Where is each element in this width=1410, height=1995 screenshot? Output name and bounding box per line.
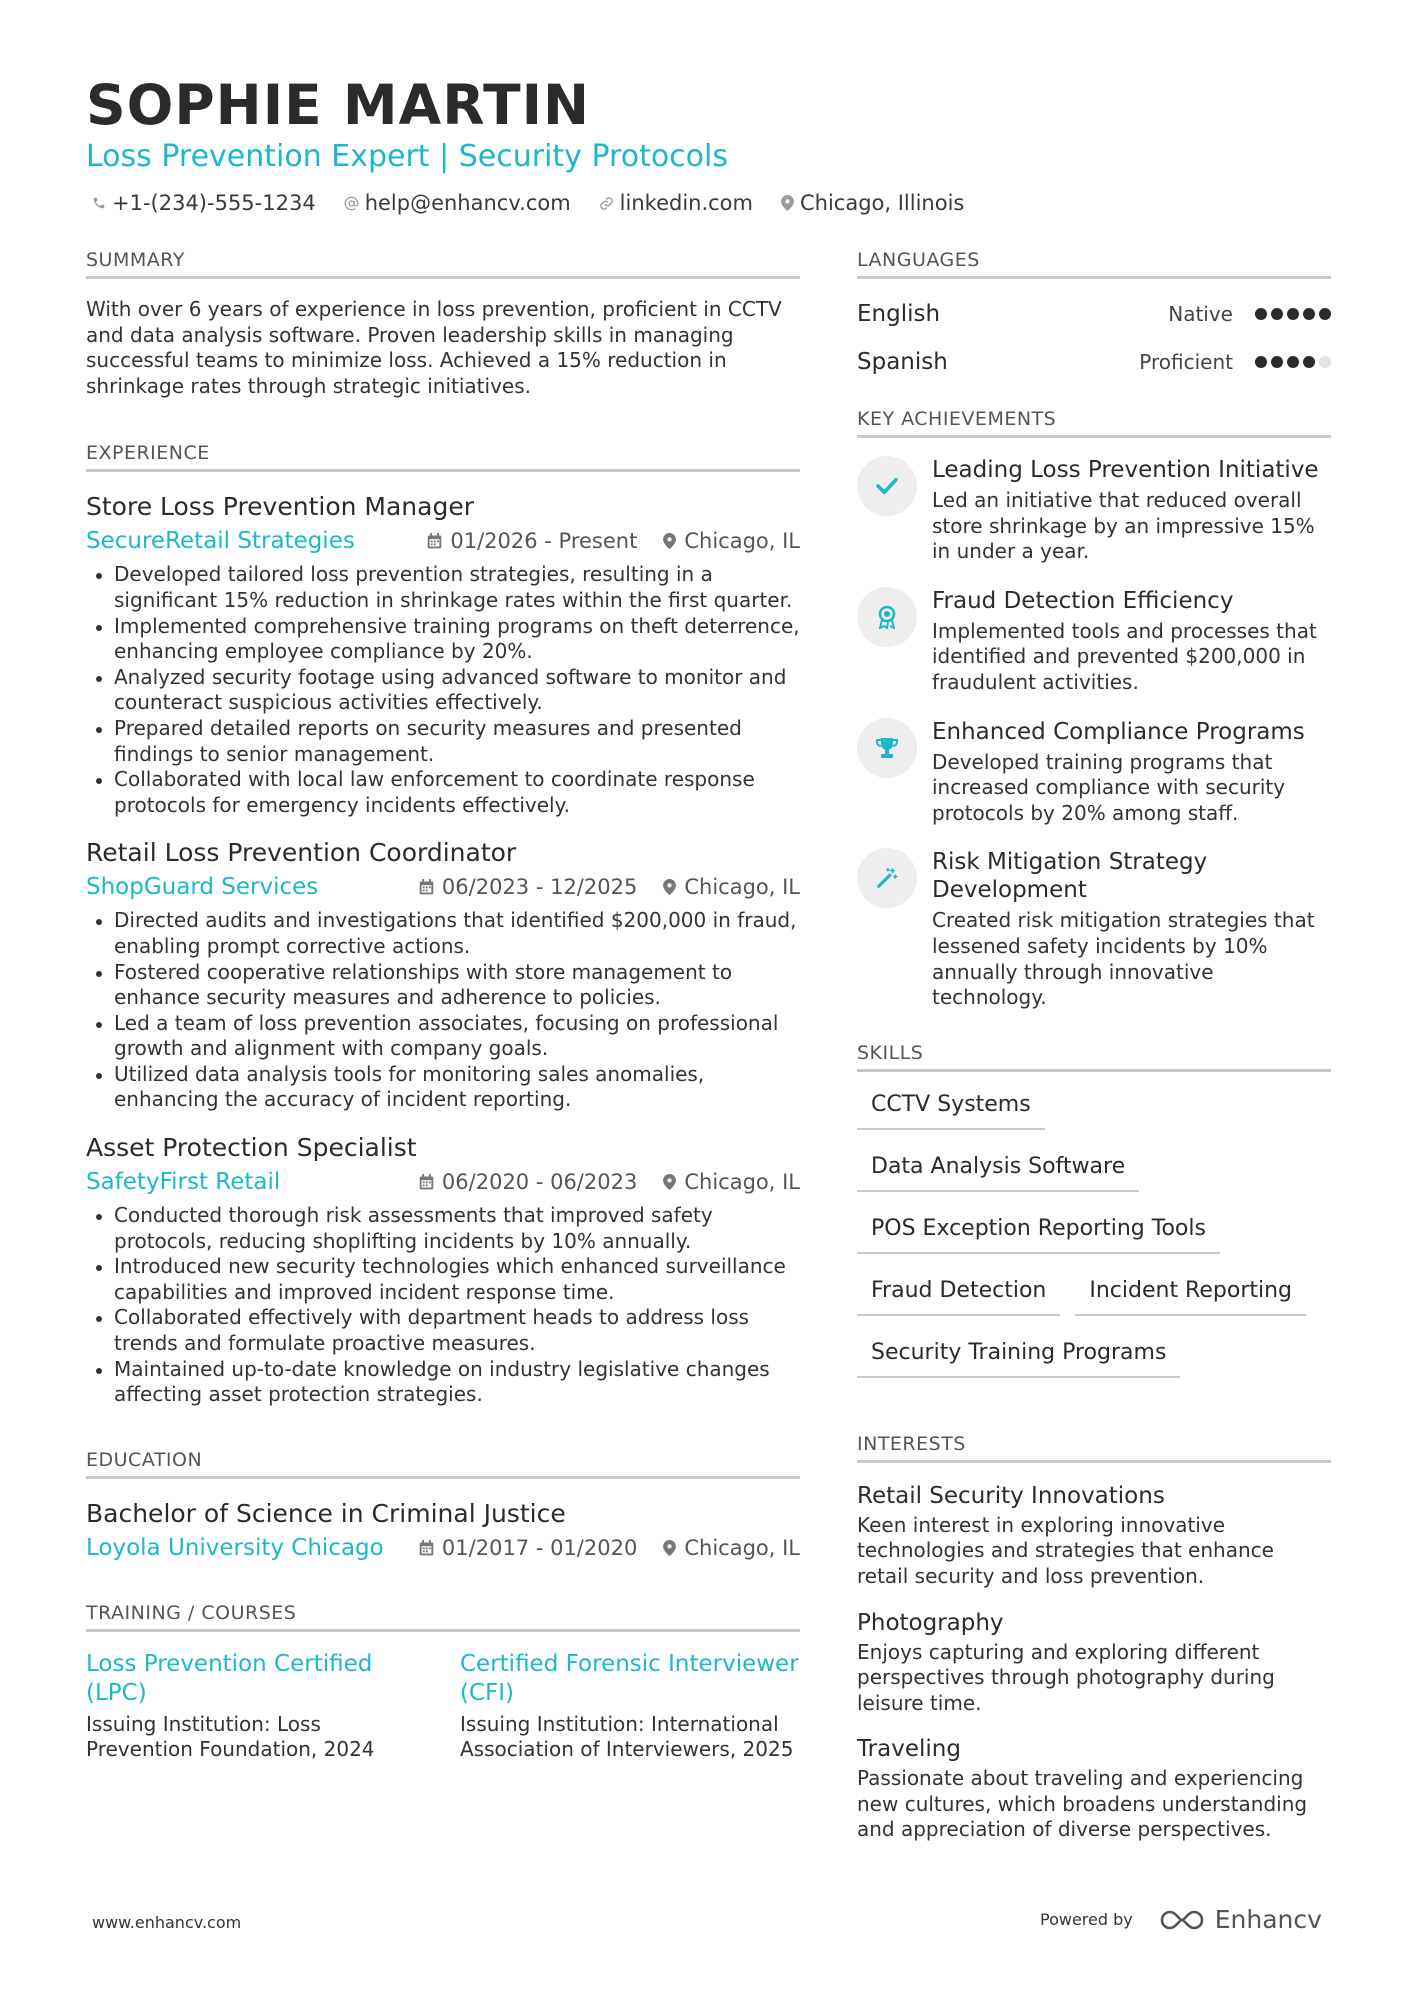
job-entry xyxy=(86,1131,800,1408)
section-title: EDUCATION xyxy=(86,1446,800,1479)
degree-title: Bachelor of Science in Criminal Justice xyxy=(86,1498,566,1528)
rating-dot xyxy=(1287,308,1299,320)
bullet-item: Conducted thorough risk assessments that improved safety protocols, reducing shoplifting incidents by 10% annually. xyxy=(86,1203,800,1254)
achievement-title: Risk Mitigation Strategy Development xyxy=(932,849,1208,904)
rating-dot xyxy=(1287,356,1299,368)
award-icon xyxy=(877,605,897,629)
section-title: INTERESTS xyxy=(857,1430,1331,1463)
interest-text: Enjoys capturing and exploring different perspectives through photography during leisure time. xyxy=(857,1639,1275,1715)
email-text: help@enhancv.com xyxy=(364,191,571,215)
footer-website[interactable]: www.enhancv.com xyxy=(92,1913,242,1932)
powered-by-text: Powered by xyxy=(1040,1910,1133,1929)
section-title: SUMMARY xyxy=(86,246,800,279)
job-location: Chicago, IL xyxy=(684,875,800,900)
contact-phone[interactable] xyxy=(92,188,316,218)
language-row xyxy=(857,345,1331,379)
school-name: Loyola University Chicago xyxy=(86,1534,384,1561)
course-list xyxy=(86,1650,800,1763)
interest-item xyxy=(857,1608,1331,1717)
bullet-item: Developed tailored loss prevention strategies, resulting in a significant 15% reduction in shrinkage rates within the first quarter. xyxy=(86,562,800,613)
job-dates: 06/2023 - 12/2025 xyxy=(441,875,638,900)
bullet-item: Maintained up-to-date knowledge on industry legislative changes affecting asset protection strategies. xyxy=(86,1357,800,1408)
skill-tag: POS Exception Reporting Tools xyxy=(857,1208,1220,1254)
rating-dot xyxy=(1255,308,1267,320)
candidate-name: SOPHIE MARTIN xyxy=(86,73,591,137)
achievement-text: Created risk mitigation strategies that lessened safety incidents by 10% annually through innovative technology. xyxy=(932,908,1315,1010)
course-detail: Issuing Institution: International Association of Interviewers, 2025 xyxy=(460,1711,794,1762)
right-column xyxy=(857,246,1331,1883)
interest-item xyxy=(857,1481,1331,1590)
checkmark-icon xyxy=(876,477,898,495)
location-icon xyxy=(663,879,676,895)
job-company: ShopGuard Services xyxy=(86,874,319,901)
job-dates: 01/2026 - Present xyxy=(450,529,638,554)
achievement-title: Enhanced Compliance Programs xyxy=(932,718,1305,745)
location-icon xyxy=(663,1174,676,1190)
education-dates: 01/2017 - 01/2020 xyxy=(441,1535,638,1560)
rating-dot xyxy=(1319,356,1331,368)
interest-title: Traveling xyxy=(857,1736,961,1763)
course-item xyxy=(460,1650,800,1763)
linkedin-text: linkedin.com xyxy=(619,191,753,215)
footer-branding xyxy=(1040,1905,1322,1934)
job-bullets xyxy=(86,1203,800,1408)
bullet-item: Prepared detailed reports on security measures and presented findings to senior management. xyxy=(86,716,800,767)
summary-section xyxy=(86,246,800,399)
phone-icon xyxy=(92,196,106,210)
interests-section xyxy=(857,1430,1331,1843)
bullet-item: Directed audits and investigations that identified $200,000 in fraud, enabling prompt corrective actions. xyxy=(86,908,800,959)
job-bullets xyxy=(86,562,800,818)
skills-section xyxy=(857,1039,1331,1394)
interest-title: Photography xyxy=(857,1609,1004,1636)
achievement-text: Developed training programs that increased compliance with security protocols by 20% among staff. xyxy=(932,749,1286,825)
skill-tag: Fraud Detection xyxy=(857,1270,1060,1316)
education-section xyxy=(86,1446,800,1563)
rating-dot xyxy=(1303,356,1315,368)
languages-section xyxy=(857,246,1331,379)
achievement-title: Fraud Detection Efficiency xyxy=(932,587,1234,614)
calendar-icon xyxy=(427,533,442,549)
contact-email[interactable] xyxy=(344,188,571,218)
job-location: Chicago, IL xyxy=(684,1170,800,1195)
rating-dot xyxy=(1303,308,1315,320)
calendar-icon xyxy=(419,1540,434,1556)
job-meta xyxy=(86,872,800,902)
skills-list xyxy=(857,1084,1331,1394)
location-icon xyxy=(781,195,794,211)
achievement-item xyxy=(857,848,1331,1010)
skill-tag: Security Training Programs xyxy=(857,1332,1180,1378)
bullet-item: Fostered cooperative relationships with store management to enhance security measures and adherence to policies. xyxy=(86,960,800,1011)
calendar-icon xyxy=(419,879,434,895)
rating-dot xyxy=(1271,308,1283,320)
section-title: TRAINING / COURSES xyxy=(86,1599,800,1632)
summary-text: With over 6 years of experience in loss prevention, proficient in CCTV and data analysis software. Proven leadership skills in managing successful teams to minimize loss. Achieved a 15% reduction in shrinkage rates through strategic initiatives. xyxy=(86,297,782,398)
achievement-item xyxy=(857,718,1331,827)
job-company: SafetyFirst Retail xyxy=(86,1169,281,1196)
location-icon xyxy=(663,1540,676,1556)
enhancv-logo-icon xyxy=(1159,1908,1205,1932)
rating-dot xyxy=(1319,308,1331,320)
left-column xyxy=(86,246,800,1803)
section-title: LANGUAGES xyxy=(857,246,1331,279)
job-entry xyxy=(86,836,800,1113)
job-entry xyxy=(86,490,800,818)
calendar-icon xyxy=(419,1174,434,1190)
bullet-item: Collaborated effectively with department heads to address loss trends and formulate proactive measures. xyxy=(86,1305,800,1356)
language-level: Proficient xyxy=(1139,350,1233,374)
interest-title: Retail Security Innovations xyxy=(857,1482,1165,1509)
achievement-item xyxy=(857,587,1331,696)
bullet-item: Collaborated with local law enforcement to coordinate response protocols for emergency incidents effectively. xyxy=(86,767,800,818)
skill-tag: Incident Reporting xyxy=(1075,1270,1306,1316)
contact-location xyxy=(781,188,964,218)
bullet-item: Utilized data analysis tools for monitoring sales anomalies, enhancing the accuracy of incident reporting. xyxy=(86,1062,800,1113)
section-title: EXPERIENCE xyxy=(86,439,800,472)
at-icon xyxy=(344,196,359,211)
contact-bar xyxy=(92,188,992,218)
bullet-item: Led a team of loss prevention associates, focusing on professional growth and alignment with company goals. xyxy=(86,1011,800,1062)
job-title: Asset Protection Specialist xyxy=(86,1133,417,1163)
interest-text: Passionate about traveling and experiencing new cultures, which broadens understanding and appreciation of diverse perspectives. xyxy=(857,1766,1308,1842)
job-location: Chicago, IL xyxy=(684,529,800,554)
trophy-icon xyxy=(875,737,899,759)
training-section xyxy=(86,1599,800,1763)
location-icon xyxy=(663,533,676,549)
candidate-role: Loss Prevention Expert | Security Protocols xyxy=(86,139,728,174)
rating-dot xyxy=(1271,356,1283,368)
contact-linkedin[interactable] xyxy=(599,188,753,218)
skill-tag: CCTV Systems xyxy=(857,1084,1045,1130)
interest-item xyxy=(857,1734,1331,1843)
job-title: Retail Loss Prevention Coordinator xyxy=(86,838,517,868)
language-rating xyxy=(1251,356,1331,368)
section-title: KEY ACHIEVEMENTS xyxy=(857,405,1331,438)
bullet-item: Introduced new security technologies which enhanced surveillance capabilities and improved incident response time. xyxy=(86,1254,800,1305)
experience-section xyxy=(86,439,800,1407)
language-name: English xyxy=(857,301,941,327)
interest-text: Keen interest in exploring innovative technologies and strategies that enhance retail security and loss prevention. xyxy=(857,1512,1274,1588)
language-row xyxy=(857,297,1331,331)
job-meta xyxy=(86,1167,800,1197)
education-meta xyxy=(86,1533,800,1563)
language-name: Spanish xyxy=(857,349,948,375)
language-rating xyxy=(1251,308,1331,320)
job-meta xyxy=(86,526,800,556)
course-detail: Issuing Institution: Loss Prevention Foundation, 2024 xyxy=(86,1711,375,1762)
course-title: Certified Forensic Interviewer (CFI) xyxy=(460,1650,799,1706)
education-location: Chicago, IL xyxy=(684,1535,800,1560)
magic-wand-icon xyxy=(876,867,898,889)
skill-tag: Data Analysis Software xyxy=(857,1146,1139,1192)
section-title: SKILLS xyxy=(857,1039,1331,1072)
bullet-item: Analyzed security footage using advanced software to monitor and counteract suspicious activities effectively. xyxy=(86,665,800,716)
rating-dot xyxy=(1255,356,1267,368)
achievements-section xyxy=(857,405,1331,1011)
job-company: SecureRetail Strategies xyxy=(86,528,355,555)
achievement-text: Led an initiative that reduced overall store shrinkage by an impressive 15% in under a year. xyxy=(932,488,1315,564)
language-level: Native xyxy=(1168,302,1233,326)
job-title: Store Loss Prevention Manager xyxy=(86,492,474,522)
link-icon xyxy=(599,196,614,211)
course-title: Loss Prevention Certified (LPC) xyxy=(86,1650,373,1706)
achievement-item xyxy=(857,456,1331,565)
job-bullets xyxy=(86,908,800,1113)
job-dates: 06/2020 - 06/2023 xyxy=(441,1170,638,1195)
course-item xyxy=(86,1650,426,1763)
location-text: Chicago, Illinois xyxy=(799,191,965,215)
brand-name: Enhancv xyxy=(1214,1905,1322,1934)
phone-text: +1-(234)-555-1234 xyxy=(112,191,316,215)
bullet-item: Implemented comprehensive training programs on theft deterrence, enhancing employee compliance by 20%. xyxy=(86,614,800,665)
achievement-text: Implemented tools and processes that identified and prevented $200,000 in fraudulent activities. xyxy=(932,618,1317,694)
achievement-title: Leading Loss Prevention Initiative xyxy=(932,457,1319,483)
